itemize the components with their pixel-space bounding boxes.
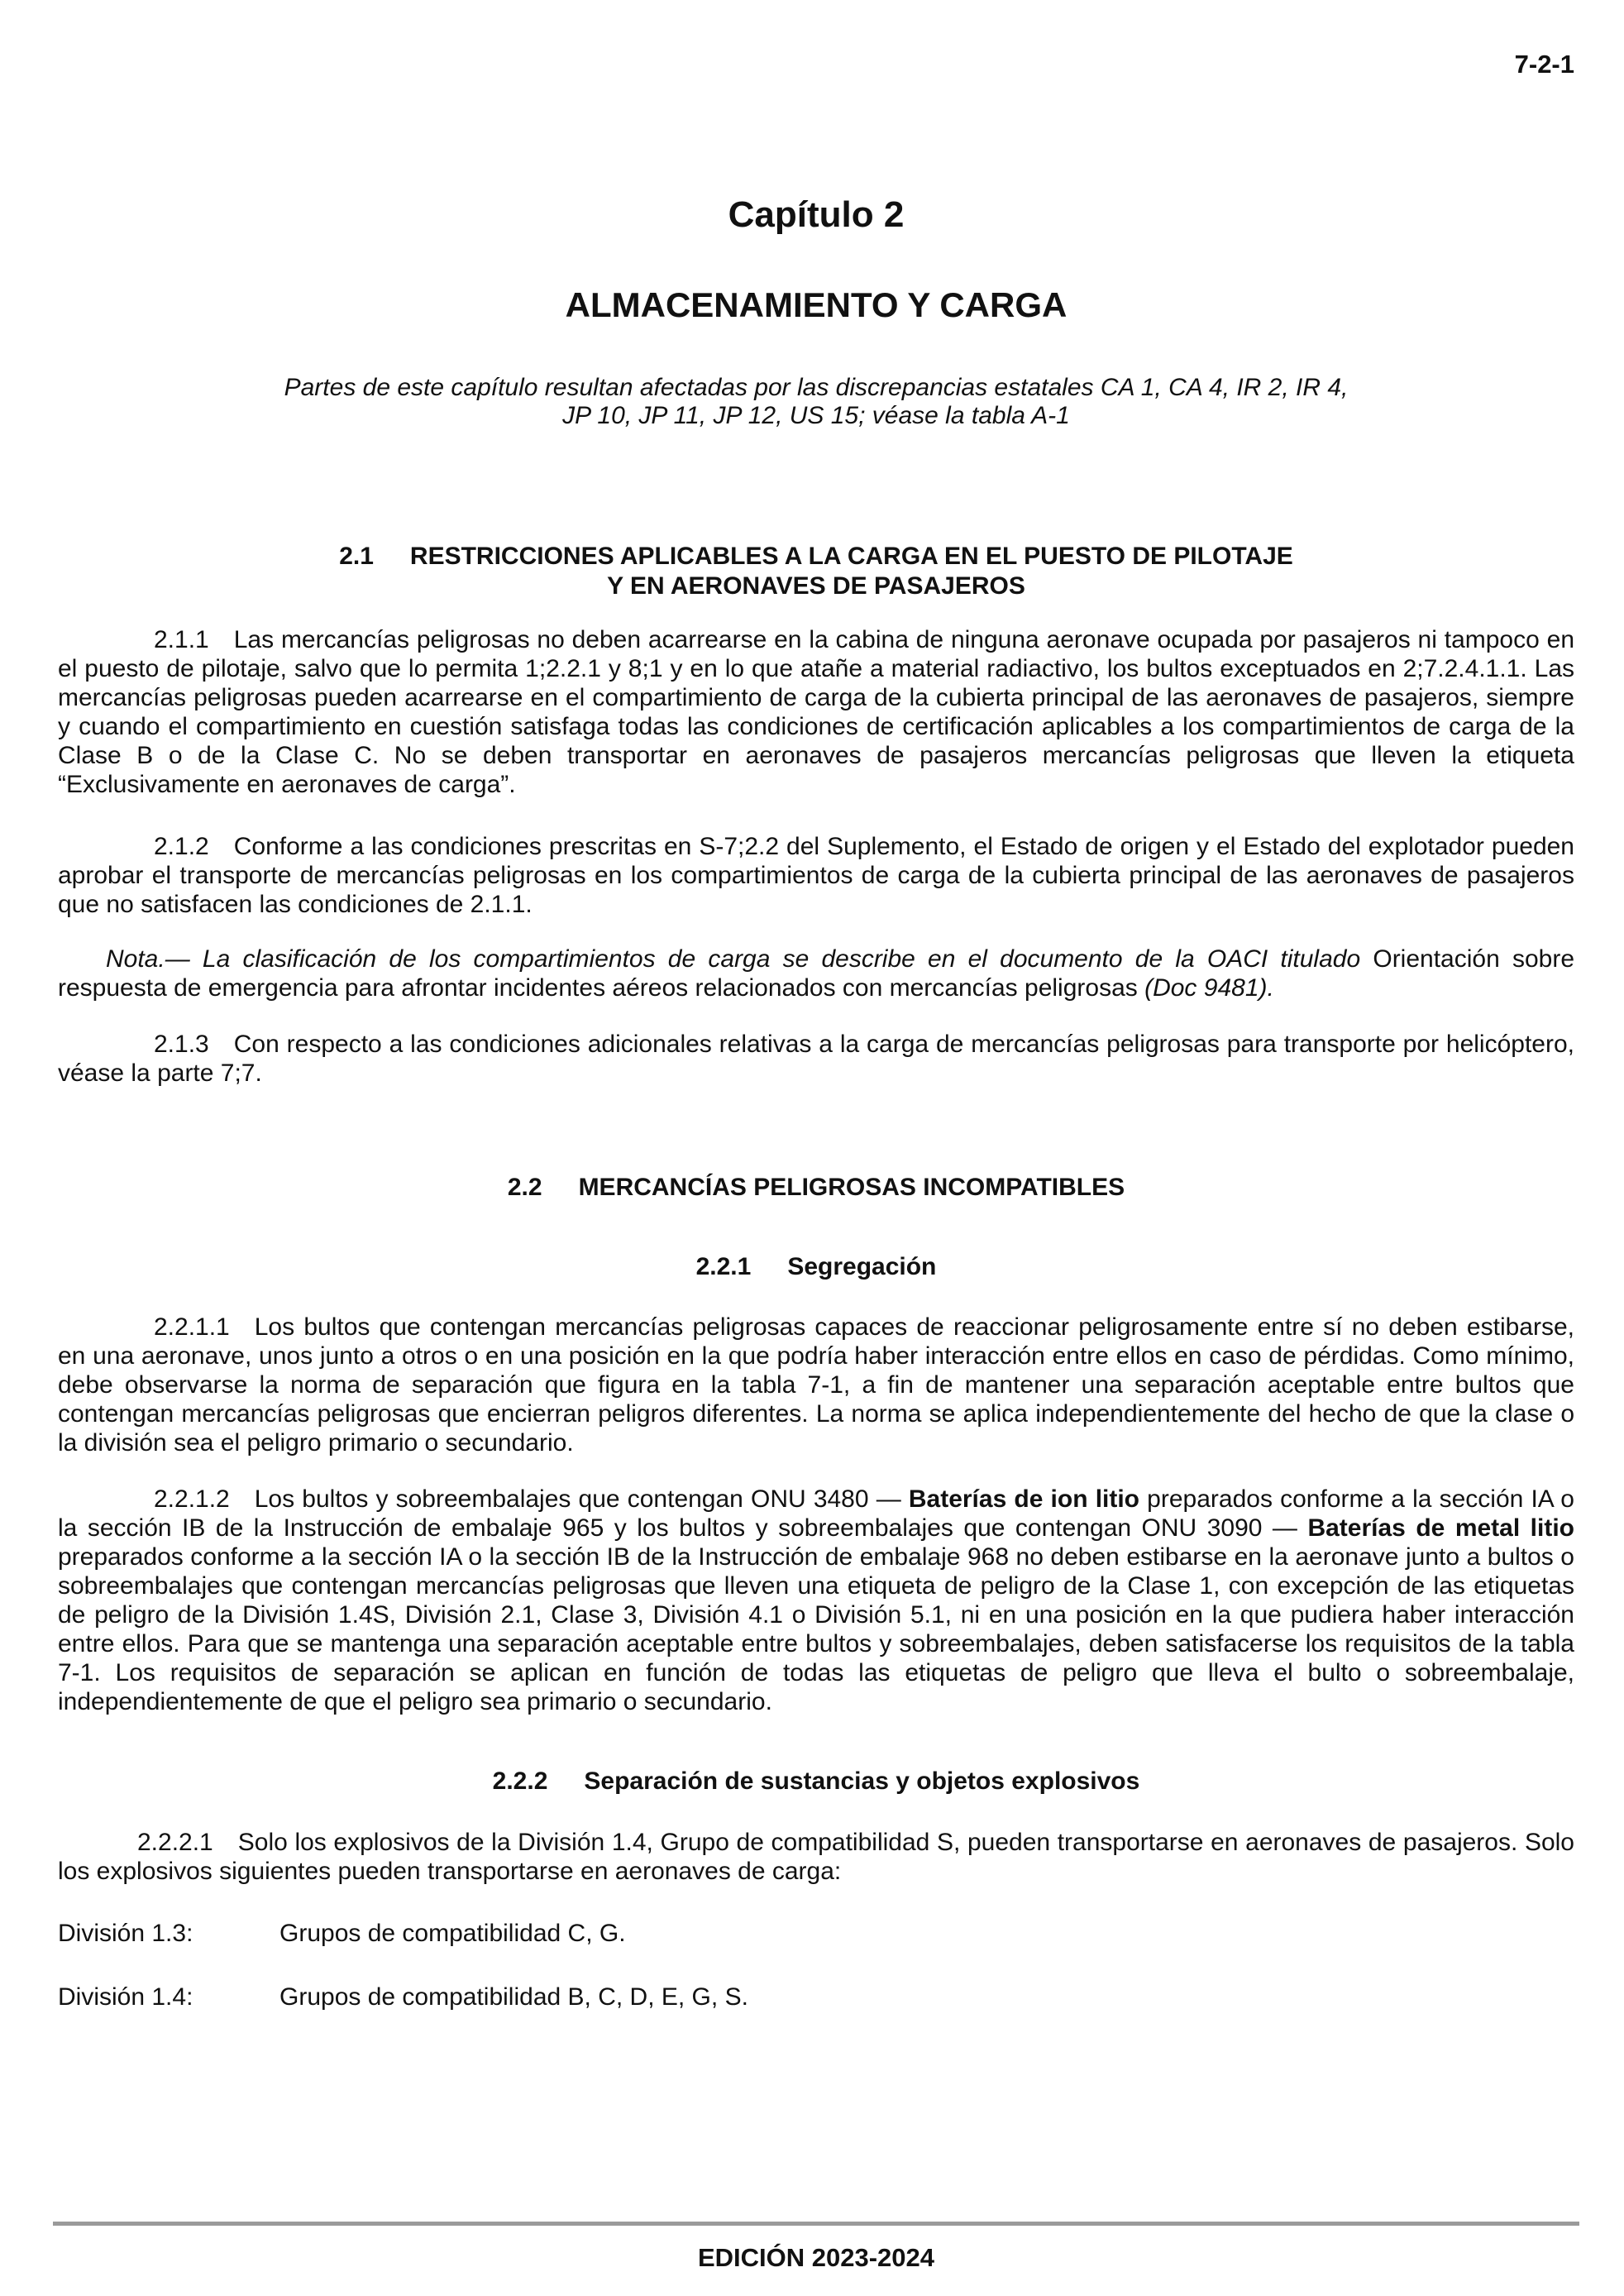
subsection-number: 2.2.2 bbox=[492, 1767, 548, 1795]
paragraph-text: Los bultos que contengan mercancías peligrosas capaces de reaccionar peligrosamente entre sí no deben estibarse, en una aeronave, unos junto a otros o en una posición en la que podría haber interacción entre ellos en caso de pérdidas. Como mínimo, debe observarse la norma de separación que figura en la tabla 7-1, a fin de mantener una separación aceptable entre bultos que contengan mercancías peligrosas que encierran peligros diferentes. La norma se aplica independientemente del hecho de que la clase o la división sea el peligro primario o secundario. bbox=[58, 1313, 1574, 1457]
section-title: MERCANCÍAS PELIGROSAS INCOMPATIBLES bbox=[578, 1174, 1125, 1201]
footer-edition: EDICIÓN 2023-2024 bbox=[697, 2243, 935, 2272]
paragraph-2-1-2 bbox=[58, 832, 1574, 919]
paragraph-2-1-3 bbox=[58, 1030, 1574, 1088]
note-doc-title: Orientación sobre respuesta de emergencia para afrontar incidentes aéreos relacionados con mercancías peligrosas bbox=[58, 945, 1575, 1002]
section-title: RESTRICCIONES APLICABLES A LA CARGA EN EL PUESTO DE PILOTAJE bbox=[409, 543, 1293, 570]
discrepancy-note-line: JP 10, JP 11, JP 12, US 15; véase la tabla A-1 bbox=[562, 402, 1070, 429]
document-page bbox=[58, 0, 1574, 2296]
paragraph-number: 2.1.3 bbox=[154, 1031, 209, 1058]
paragraph-text: preparados conforme a la sección IA o la sección IB de la Instrucción de embalaje 965 y los bultos y sobreembalajes que contengan ONU 3090 — bbox=[58, 1485, 1574, 1542]
paragraph-number: 2.2.1.2 bbox=[154, 1485, 230, 1513]
un3480-name: Baterías de ion litio bbox=[908, 1485, 1140, 1513]
paragraph-number: 2.1.1 bbox=[154, 626, 209, 653]
subsection-2-2-1-heading bbox=[58, 1252, 1574, 1282]
paragraph-number: 2.2.2.1 bbox=[137, 1829, 213, 1856]
note-text: La clasificación de los compartimientos de carga se describe en el documento de la OACI titulado bbox=[202, 945, 1361, 973]
paragraph-number: 2.2.1.1 bbox=[154, 1313, 230, 1341]
section-2-2-heading bbox=[58, 1173, 1574, 1203]
subsection-title: Segregación bbox=[787, 1253, 937, 1280]
discrepancy-note bbox=[58, 374, 1574, 430]
division-row bbox=[58, 1983, 748, 2011]
division-value: Grupos de compatibilidad B, C, D, E, G, S. bbox=[279, 1983, 748, 2011]
paragraph-2-2-1-2 bbox=[58, 1485, 1574, 1716]
division-label: División 1.3: bbox=[58, 1920, 193, 1947]
note-label: Nota.— bbox=[106, 945, 190, 973]
chapter-title: Capítulo 2 bbox=[728, 194, 905, 235]
paragraph-2-2-1-1 bbox=[58, 1313, 1574, 1457]
subsection-2-2-2-heading bbox=[58, 1767, 1574, 1796]
paragraph-text: Solo los explosivos de la División 1.4, Grupo de compatibilidad S, pueden transportarse en aeronaves de pasajeros. Solo los explosivos siguientes pueden transportarse en aeronaves de carga: bbox=[58, 1829, 1574, 1885]
section-2-1-heading bbox=[58, 542, 1574, 601]
subsection-title: Separación de sustancias y objetos explosivos bbox=[584, 1767, 1140, 1795]
section-title-cont: Y EN AERONAVES DE PASAJEROS bbox=[607, 572, 1025, 600]
chapter-subtitle: ALMACENAMIENTO Y CARGA bbox=[565, 285, 1068, 324]
note-paragraph bbox=[58, 945, 1574, 1002]
division-value: Grupos de compatibilidad C, G. bbox=[279, 1920, 626, 1947]
section-number: 2.2 bbox=[507, 1174, 542, 1201]
un3090-name: Baterías de metal litio bbox=[1307, 1514, 1575, 1542]
paragraph-text: Los bultos y sobreembalajes que contengan ONU 3480 — bbox=[254, 1485, 901, 1513]
section-number: 2.1 bbox=[339, 543, 374, 570]
paragraph-2-2-2-1 bbox=[58, 1828, 1574, 1886]
paragraph-2-1-1 bbox=[58, 625, 1574, 799]
paragraph-text: Conforme a las condiciones prescritas en S-7;2.2 del Suplemento, el Estado de origen y el Estado del explotador pueden aprobar el transporte de mercancías peligrosas en los compartimientos de carga de la cubierta principal de las aeronaves de pasajeros que no satisfacen las condiciones de 2.1.1. bbox=[58, 833, 1574, 918]
paragraph-number: 2.1.2 bbox=[154, 833, 209, 860]
paragraph-text: Con respecto a las condiciones adicionales relativas a la carga de mercancías peligrosas para transporte por helicóptero, véase la parte 7;7. bbox=[58, 1031, 1574, 1087]
paragraph-text: preparados conforme a la sección IA o la sección IB de la Instrucción de embalaje 968 no deben estibarse en la aeronave junto a bultos o sobreembalajes que contengan mercancías peligrosas que lleven una etiqueta de peligro de la Clase 1, con excepción de las etiquetas de peligro de la División 1.4S, División 2.1, Clase 3, División 4.1 o División 5.1, ni en una posición en la que pudiera haber interacción entre ellos. Para que se mantenga una separación aceptable entre bultos y sobreembalajes, deben satisfacerse los requisitos de la tabla 7-1. Los requisitos de separación se aplican en función de todas las etiquetas de peligro que lleva el bulto o sobreembalaje, independientemente de que el peligro sea primario o secundario. bbox=[58, 1543, 1574, 1715]
discrepancy-note-line: Partes de este capítulo resultan afectadas por las discrepancias estatales CA 1, CA 4, IR 2, IR 4, bbox=[284, 374, 1349, 401]
paragraph-text: Las mercancías peligrosas no deben acarrearse en la cabina de ninguna aeronave ocupada por pasajeros ni tampoco en el puesto de pilotaje, salvo que lo permita 1;2.2.1 y 8;1 y en lo que atañe a material radiactivo, los bultos exceptuados en 2;7.2.4.1.1. Las mercancías peligrosas pueden acarrearse en el compartimiento de carga de la cubierta principal de las aeronaves de pasajeros, siempre y cuando el compartimiento en cuestión satisfaga todas las condiciones de certificación aplicables a los compartimientos de carga de la Clase B o de la Clase C. No se deben transportar en aeronaves de pasajeros mercancías peligrosas que lleven la etiqueta “Exclusivamente en aeronaves de carga”. bbox=[58, 626, 1574, 798]
footer-divider bbox=[53, 2222, 1579, 2226]
division-row bbox=[58, 1919, 626, 1948]
division-label: División 1.4: bbox=[58, 1983, 193, 2011]
page-number: 7-2-1 bbox=[1514, 50, 1574, 79]
note-doc-ref: (Doc 9481). bbox=[1144, 974, 1274, 1002]
subsection-number: 2.2.1 bbox=[695, 1253, 752, 1280]
